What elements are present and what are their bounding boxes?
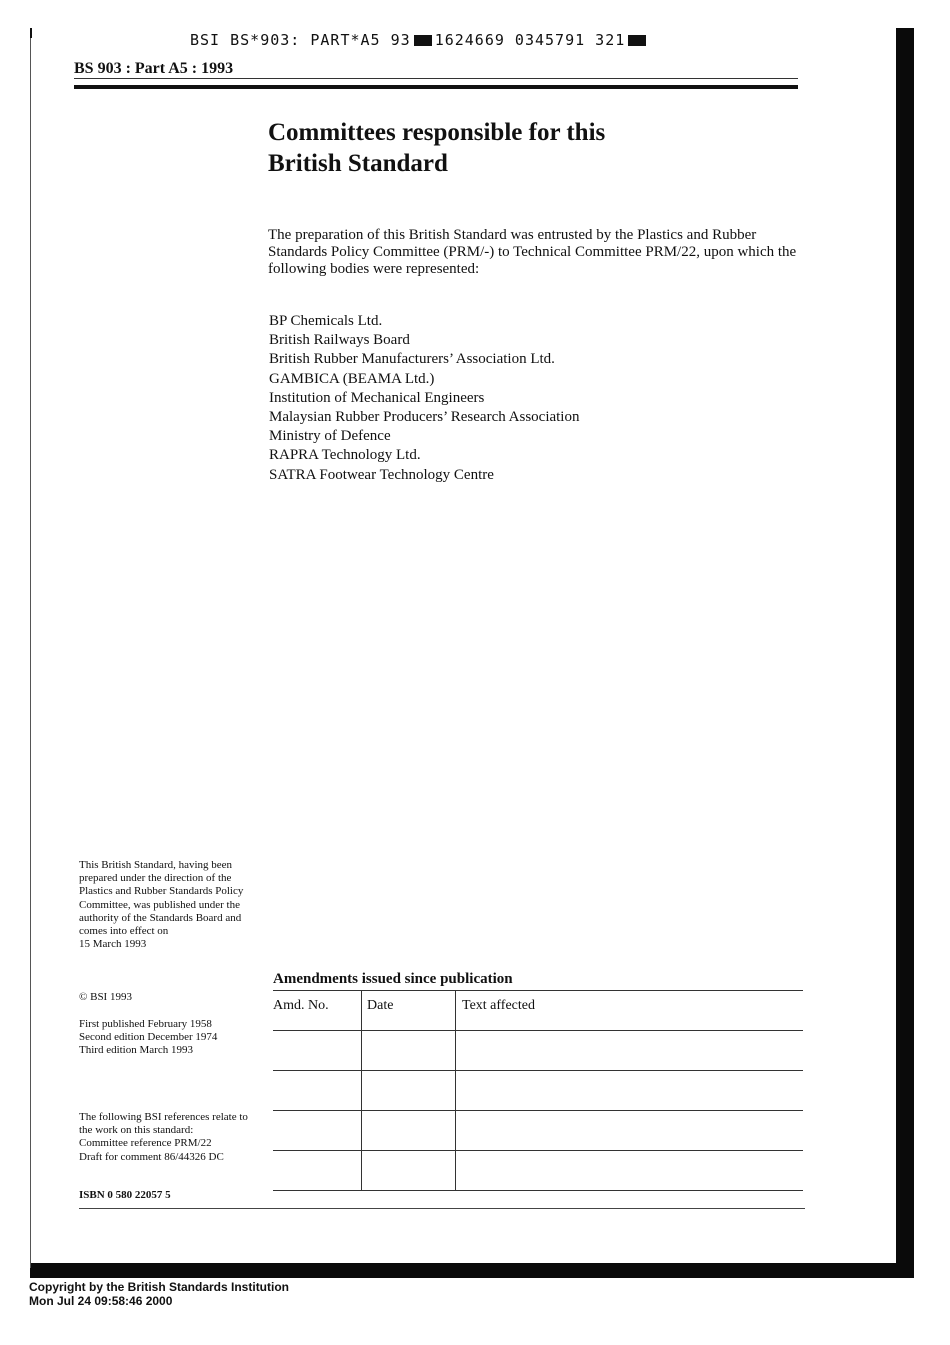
effective-date: 15 March 1993 [79,938,147,951]
list-item: British Rubber Manufacturers’ Association Ltd. [269,351,555,368]
footer-copyright: Copyright by the British Standards Institution [29,1280,290,1294]
page-title [268,117,788,179]
table-cell [273,1071,362,1111]
black-block-mark [414,35,432,46]
represented-bodies-list [269,312,579,485]
fax-header-text: BSI BS*903: PART*A5 93 [190,31,411,49]
intro-paragraph: The preparation of this British Standard was entrusted by the Plastics and Rubber Standards Policy Committee (PRM/-) to Technical Committee PRM/22, upon which the following bodies were represented: [268,227,797,277]
scan-frame-bottom-edge [30,1263,914,1278]
table-cell [456,1071,804,1111]
page-title-line-2: British Standard [268,150,448,177]
fax-header-numbers: 1624669 0345791 321 [434,31,626,49]
publication-note [79,859,264,951]
table-row [273,1031,803,1071]
list-item: GAMBICA (BEAMA Ltd.) [269,370,435,387]
standard-reference: BS 903 : Part A5 : 1993 [74,60,234,77]
scan-frame-left-edge [30,28,31,1268]
first-published: First published February 1958 [79,1018,212,1030]
table-cell [456,1111,804,1151]
table-cell [362,1111,456,1151]
third-edition: Third edition March 1993 [79,1044,193,1057]
column-header-text-affected: Text affected [456,991,804,1031]
table-row [273,1111,803,1151]
table-header-row [273,991,803,1031]
scan-frame-corner-mark [30,28,32,38]
edition-history [79,1018,264,1058]
second-edition: Second edition December 1974 [79,1031,218,1044]
bsi-references [79,1111,264,1164]
list-item: British Railways Board [269,332,410,349]
list-item: RAPRA Technology Ltd. [269,447,421,464]
table-cell [273,1031,362,1071]
isbn-rule [79,1208,805,1209]
table-cell [273,1111,362,1151]
copyright-footer [29,1280,289,1308]
table-row [273,1151,803,1191]
list-item: Ministry of Defence [269,428,391,445]
header-rule-thick [74,85,798,89]
list-item: BP Chemicals Ltd. [269,313,383,329]
amendments-title: Amendments issued since publication [273,971,513,987]
draft-reference: Draft for comment 86/44326 DC [79,1150,224,1163]
amendments-table [273,990,803,1191]
table-cell [456,1151,804,1191]
table-cell [362,1071,456,1111]
table-cell [456,1031,804,1071]
references-intro: The following BSI references relate to the work on this standard: [79,1111,248,1137]
list-item: SATRA Footwear Technology Centre [269,466,494,483]
list-item: Malaysian Rubber Producers’ Research Association [269,409,580,426]
column-header-date: Date [362,991,456,1031]
page-title-line-1: Committees responsible for this [268,119,606,146]
fax-header-line [190,31,649,49]
table-cell [273,1151,362,1191]
table-cell [362,1031,456,1071]
column-header-amd-no: Amd. No. [273,991,362,1031]
isbn: ISBN 0 580 22057 5 [79,1189,171,1201]
footer-timestamp: Mon Jul 24 09:58:46 2000 [29,1294,173,1308]
committee-reference: Committee reference PRM/22 [79,1137,212,1150]
table-cell [362,1151,456,1191]
scan-frame-right-edge [896,28,914,1278]
list-item: Institution of Mechanical Engineers [269,389,485,406]
publication-note-text: This British Standard, having been prepared under the direction of the Plastics and Rubber Standards Policy Committee, was published under the authority of the Standards Board and comes into effect on [79,859,244,938]
black-block-mark [628,35,646,46]
table-row [273,1071,803,1111]
header-rule-thin [74,78,798,79]
copyright-note: © BSI 1993 [79,991,132,1003]
